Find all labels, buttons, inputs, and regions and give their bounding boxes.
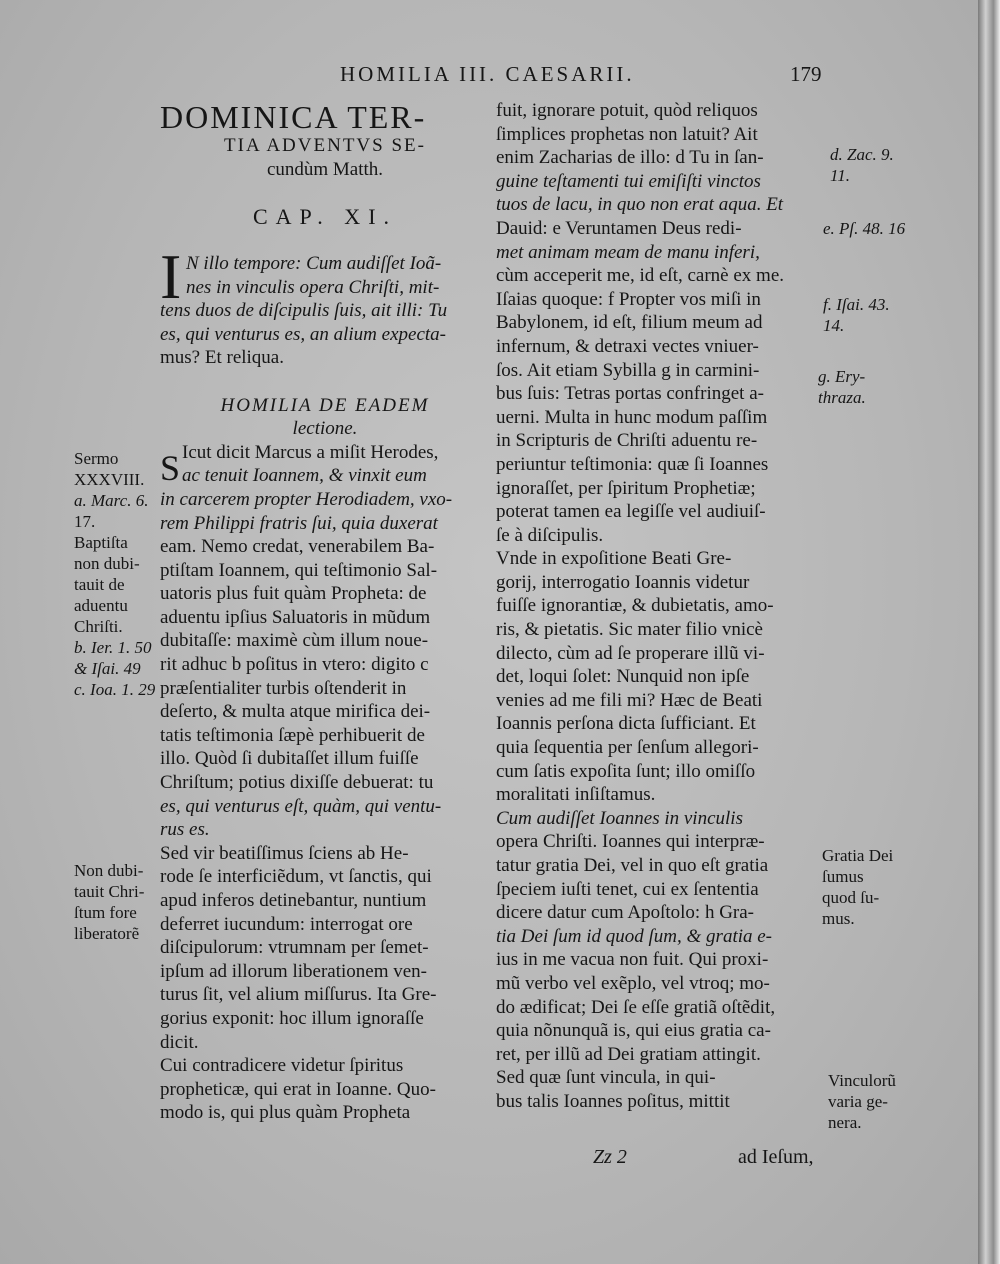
- signature-mark: Zz 2: [593, 1146, 627, 1168]
- text-line: ſe à diſcipulis.: [496, 524, 604, 546]
- text-line: mus? Et reliqua.: [160, 347, 284, 369]
- margin-line: Non dubi-: [74, 861, 144, 880]
- page-number: 179: [790, 62, 822, 86]
- text-line: dicere datur cum Apoſtolo: h Gra-: [496, 902, 755, 924]
- margin-line: thraza.: [818, 388, 866, 407]
- text-line: mũ verbo vel exẽplo, vel vtroq; mo-: [496, 972, 770, 994]
- text-line: Icut dicit Marcus a miſit Herodes,: [182, 441, 439, 463]
- text-line: ipſum ad illorum liberationem ven-: [160, 960, 427, 982]
- margin-line: tauit de: [74, 575, 125, 594]
- text-line: modo is, qui plus quàm Propheta: [160, 1102, 411, 1124]
- text-line: in carcerem propter Herodiadem, vxo-: [160, 488, 453, 510]
- text-line: rus es.: [160, 819, 210, 841]
- text-line: dilecto, cùm ad ſe properare illũ vi-: [496, 642, 765, 664]
- section-title-line: TIA ADVENTVS SE-: [224, 135, 426, 156]
- text-line: propheticæ, qui erat in Ioanne. Quo-: [160, 1078, 436, 1100]
- margin-line: Sermo: [74, 449, 119, 468]
- section-title-line: cundùm Matth.: [266, 158, 384, 180]
- left-margin-note: [74, 860, 144, 944]
- text-line: gorius exponit: hoc illum ignoraſſe: [160, 1007, 424, 1029]
- text-line: tatis teſtimonia ſæpè perhibuerit de: [160, 724, 425, 746]
- text-line: ptiſtam Ioannem, qui teſtimonio Sal-: [160, 559, 438, 581]
- margin-line: quod ſu-: [822, 888, 880, 907]
- right-margin-note: [818, 366, 866, 408]
- text-line: deſerto, & multa atque mirifica dei-: [160, 701, 431, 723]
- text-line: dicit.: [160, 1031, 199, 1053]
- margin-line: Vinculorũ: [828, 1071, 896, 1090]
- left-margin-note: [74, 448, 155, 700]
- margin-line: nera.: [828, 1113, 862, 1132]
- text-line: ignoraſſet, per ſpiritum Prophetiæ;: [496, 477, 756, 499]
- text-line: dubitaſſe: maximè cùm illum noue-: [160, 630, 429, 652]
- text-line: N illo tempore: Cum audiſſet Ioã-: [186, 252, 442, 274]
- text-line: ac tenuit Ioannem, & vinxit eum: [182, 465, 427, 487]
- text-line: infernum, & detraxi vectes vniuer-: [496, 335, 759, 357]
- text-line: Ioannis perſona dicta ſufficiant. Et: [496, 713, 756, 735]
- text-line: met animam meam de manu inferi,: [496, 241, 760, 263]
- margin-line: d. Zac. 9.: [830, 145, 894, 164]
- text-line: Cui contradicere videtur ſpiritus: [160, 1055, 404, 1077]
- text-line: eam. Nemo credat, venerabilem Ba-: [160, 536, 435, 558]
- text-line: ret, per illũ ad Dei gratiam attingit.: [496, 1043, 761, 1065]
- text-line: es, qui venturus es, an alium expecta-: [160, 323, 446, 345]
- margin-line: Chriſti.: [74, 617, 123, 636]
- text-line: fuiſſe ignorantiæ, & dubietatis, amo-: [496, 595, 774, 617]
- text-line: ſpeciem iuſti tenet, cui ex ſententia: [496, 878, 759, 900]
- book-gutter: [978, 0, 1000, 1264]
- margin-line: tauit Chri-: [74, 882, 145, 901]
- text-line: moralitati inſiſtamus.: [496, 784, 656, 806]
- text-line: Chriſtum; potius dixiſſe debuerat: tu: [160, 772, 434, 794]
- blank-line: [160, 370, 490, 394]
- blank-line: [160, 228, 490, 252]
- catchword: ad Ieſum,: [738, 1146, 814, 1168]
- text-line: gorij, interrogatio Ioannis videtur: [496, 571, 750, 593]
- right-margin-note: [828, 1070, 896, 1133]
- text-line: det, loqui ſolet: Nunquid non ipſe: [496, 666, 750, 688]
- text-line: illo. Quòd ſi dubitaſſet illum fuiſſe: [160, 748, 419, 770]
- text-line: ſimplices prophetas non latuit? Ait: [496, 123, 758, 145]
- text-line: venies ad me fili mi? Hæc de Beati: [496, 689, 763, 711]
- margin-line: 14.: [823, 316, 845, 335]
- margin-line: varia ge-: [828, 1092, 888, 1111]
- text-line: diſcipulorum: vtrumnam per ſemet-: [160, 937, 429, 959]
- text-line: turus ſit, vel alium miſſurus. Ita Gre-: [160, 984, 437, 1006]
- margin-line: aduentu: [74, 596, 128, 615]
- margin-line: XXXVIII.: [74, 470, 145, 489]
- text-line: guine teſtamenti tui emiſiſti vinctos: [496, 170, 761, 192]
- text-line: apud inferos detinebantur, nuntium: [160, 890, 427, 911]
- text-line: ris, & pietatis. Sic mater filio vnicè: [496, 619, 763, 641]
- text-line: bus ſuis: Tetras portas confringet a-: [496, 383, 764, 405]
- margin-line: mus.: [822, 909, 855, 928]
- text-line: do ædificat; Dei ſe eſſe gratiã oſtẽdit,: [496, 996, 776, 1018]
- text-line: cum ſatis expoſita ſunt; illo omiſſo: [496, 760, 756, 782]
- text-line: nes in vinculis opera Chriſti, mit-: [186, 276, 440, 298]
- right-margin-note: [823, 218, 905, 239]
- text-line: tuos de lacu, in quo non erat aqua. Et: [496, 194, 784, 216]
- text-line: ſos. Ait etiam Sybilla g in carmini-: [496, 359, 760, 381]
- right-margin-note: [830, 144, 894, 186]
- drop-cap-i: I: [160, 241, 182, 312]
- margin-line: 11.: [830, 166, 850, 185]
- text-line: in Scripturis de Chriſti aduentu re-: [496, 430, 758, 452]
- text-line: Sed quæ ſunt vincula, in qui-: [496, 1067, 716, 1089]
- text-line: rem Philippi fratris ſui, quia duxerat: [160, 512, 438, 534]
- blank-line: [160, 181, 490, 205]
- text-line: tens duos de diſcipulis ſuis, ait illi: Tu: [160, 300, 448, 322]
- running-head: HOMILIA III. CAESARII.: [340, 62, 635, 86]
- text-line: quia nõnunquã is, qui eius gratia ca-: [496, 1020, 771, 1042]
- margin-line: Baptiſta: [74, 533, 128, 552]
- text-line: ius in me vacua non fuit. Qui proxi-: [496, 949, 769, 971]
- margin-line: ſtum fore: [74, 903, 137, 922]
- text-line: quia ſequentia per ſenſum allegori-: [496, 737, 759, 759]
- text-line: aduentu ipſius Saluatoris in mũdum: [160, 606, 431, 628]
- margin-line: b. Ier. 1. 50: [74, 638, 152, 657]
- margin-line: liberatorẽ: [74, 924, 140, 943]
- text-line: Sed vir beatiſſimus ſciens ab He-: [160, 842, 409, 864]
- drop-cap-s: S: [160, 448, 181, 488]
- margin-line: non dubi-: [74, 554, 140, 573]
- text-line: poterat tamen ea legiſſe vel audiuiſ-: [496, 501, 766, 523]
- text-line: bus talis Ioannes poſitus, mittit: [496, 1090, 730, 1112]
- text-line: cùm acceperit me, id eſt, carnè ex me.: [496, 265, 785, 287]
- margin-line: ſumus: [822, 867, 864, 886]
- margin-line: & Iſai. 49: [74, 659, 141, 678]
- margin-line: f. Iſai. 43.: [823, 295, 890, 314]
- margin-line: 17.: [74, 512, 96, 531]
- text-line: enim Zacharias de illo: d Tu in ſan-: [496, 147, 764, 169]
- homily-heading: HOMILIA DE EADEM: [220, 394, 430, 416]
- right-column: [496, 99, 821, 1114]
- left-column: [160, 100, 490, 1125]
- text-line: Iſaias quoque: f Propter vos miſi in: [496, 288, 761, 310]
- text-line: es, qui venturus eſt, quàm, qui ventu-: [160, 795, 442, 817]
- text-line: rode ſe interficiẽdum, vt ſanctis, qui: [160, 866, 432, 888]
- section-title: DOMINICA TER-: [160, 99, 427, 135]
- right-margin-note: [823, 294, 890, 336]
- text-line: tatur gratia Dei, vel in quo eſt gratia: [496, 855, 769, 876]
- margin-line: g. Ery-: [818, 367, 866, 386]
- text-line: opera Chriſti. Ioannes qui interpræ-: [496, 831, 765, 853]
- text-line: tia Dei ſum id quod ſum, & gratia e-: [496, 925, 773, 947]
- text-line: præſentialiter turbis oſtenderit in: [160, 677, 407, 699]
- text-line: uatoris plus fuit quàm Propheta: de: [160, 583, 427, 605]
- text-line: deferret iucundum: interrogat ore: [160, 913, 413, 935]
- margin-line: c. Ioa. 1. 29: [74, 680, 156, 699]
- text-line: periuntur teſtimonia: quæ ſi Ioannes: [496, 453, 769, 475]
- text-line: Dauid: e Veruntamen Deus redi-: [496, 217, 742, 239]
- chapter-heading: CAP. XI.: [252, 203, 398, 229]
- text-line: uerni. Multa in hunc modum paſſim: [496, 406, 768, 428]
- homily-heading-line: lectione.: [292, 418, 358, 440]
- text-line: fuit, ignorare potuit, quòd reliquos: [496, 100, 758, 121]
- right-margin-note: [822, 845, 893, 929]
- text-line: Vnde in expoſitione Beati Gre-: [496, 548, 732, 570]
- text-line: rit adhuc b poſitus in vtero: digito c: [160, 654, 429, 676]
- margin-line: Gratia Dei: [822, 846, 894, 865]
- margin-line: a. Marc. 6.: [74, 491, 149, 510]
- margin-line: e. Pſ. 48. 16: [823, 219, 906, 238]
- text-line: Babylonem, id eſt, filium meum ad: [496, 312, 763, 334]
- text-line: Cum audiſſet Ioannes in vinculis: [496, 807, 743, 829]
